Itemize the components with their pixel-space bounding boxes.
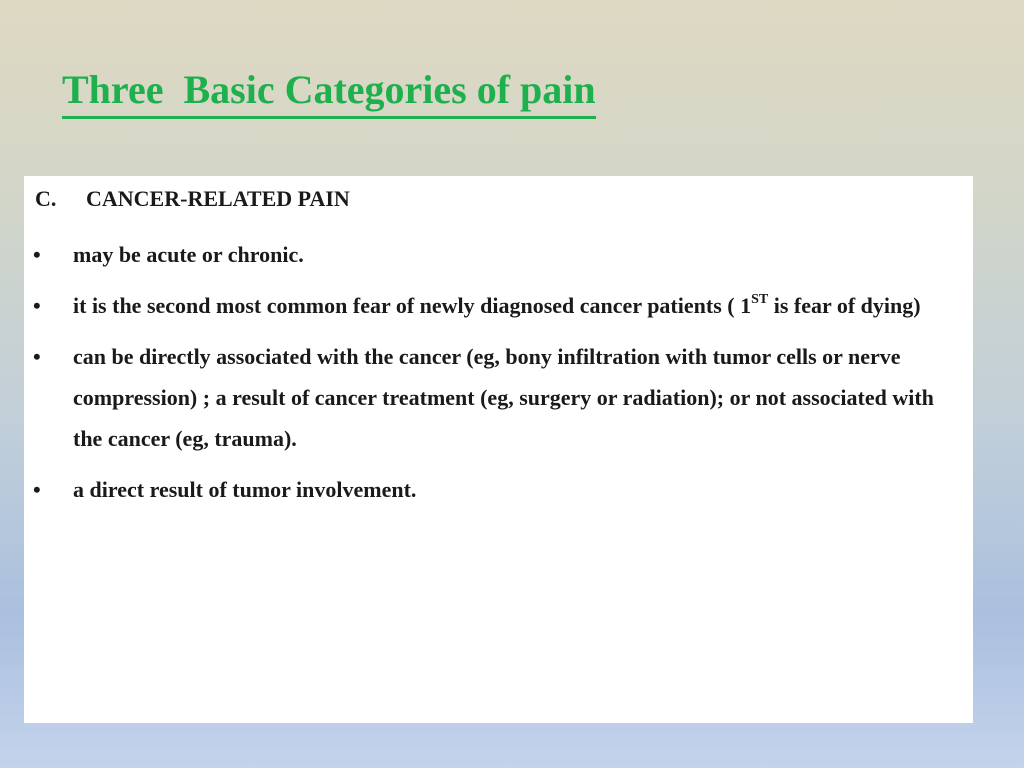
bullet-item xyxy=(24,469,973,510)
section-heading xyxy=(35,186,350,212)
content-box xyxy=(24,176,973,723)
bullet-icon: • xyxy=(33,293,41,318)
bullet-icon: • xyxy=(33,344,41,369)
bullet-text: a direct result of tumor involvement. xyxy=(73,477,417,502)
bullet-text-continued: is fear of dying) xyxy=(768,293,921,318)
ordinal-superscript: ST xyxy=(751,291,769,307)
bullet-list xyxy=(24,234,973,520)
bullet-icon: • xyxy=(33,242,41,267)
slide-title: Three Basic Categories of pain xyxy=(62,64,596,119)
bullet-item xyxy=(24,285,973,326)
bullet-icon: • xyxy=(33,477,41,502)
bullet-text: can be directly associated with the cancer (eg, bony infiltration with tumor cells or nerve compression) ; a result of cancer treatment (eg, surgery or radiation); or not associated with the cancer (eg, trauma). xyxy=(73,344,934,451)
section-letter: C. xyxy=(35,186,57,211)
bullet-item xyxy=(24,234,973,275)
bullet-text: may be acute or chronic. xyxy=(73,242,304,267)
bullet-item xyxy=(24,336,973,459)
section-title: CANCER-RELATED PAIN xyxy=(86,186,350,211)
bullet-text: it is the second most common fear of newly diagnosed cancer patients ( 1 xyxy=(73,293,752,318)
